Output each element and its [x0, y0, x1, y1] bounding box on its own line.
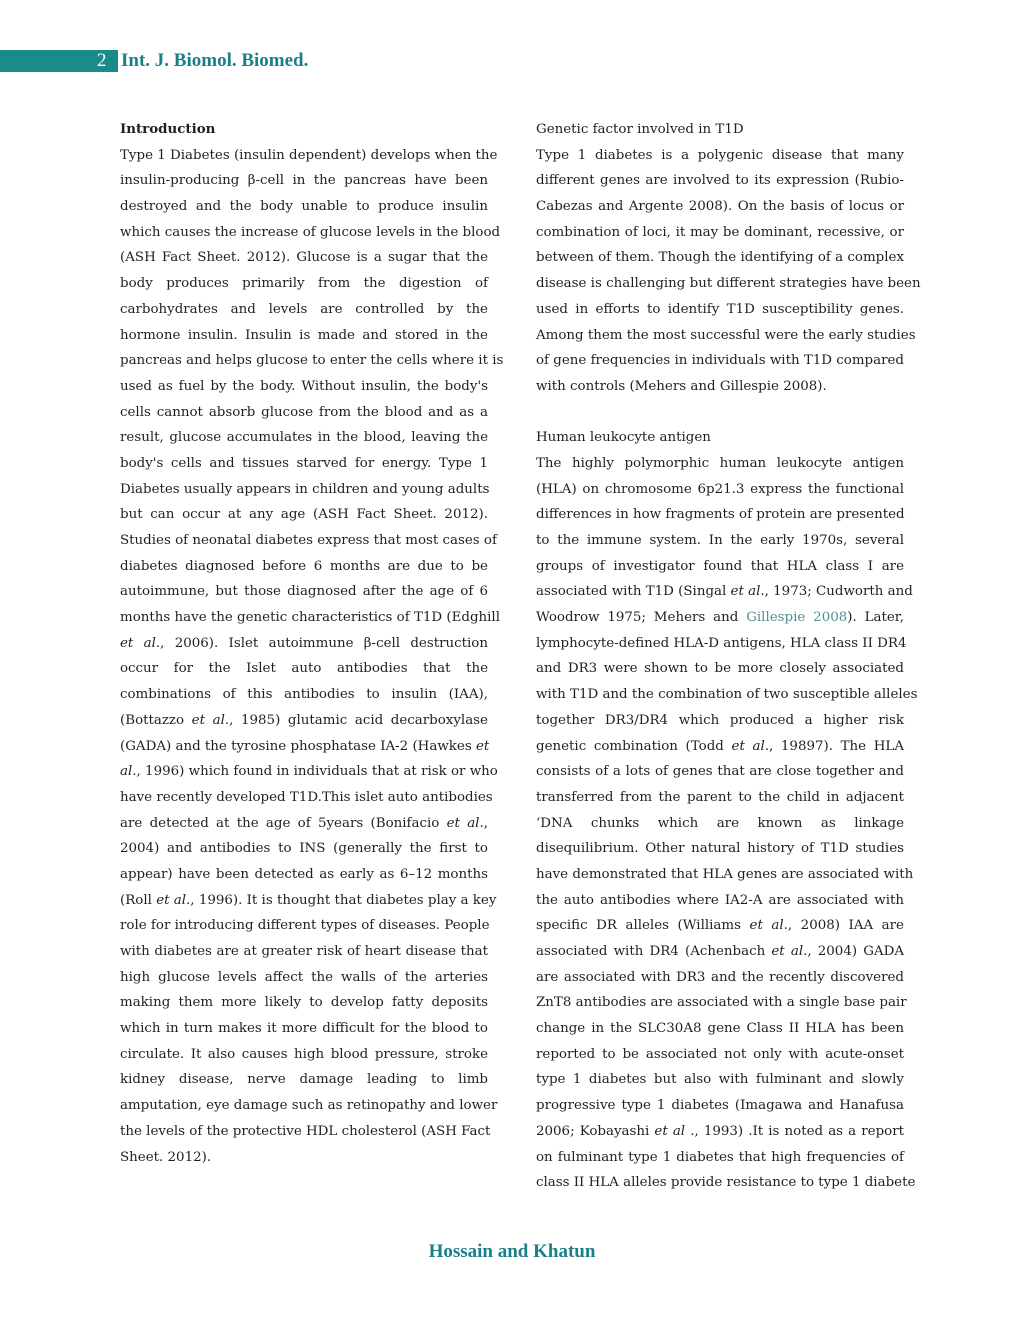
text-line: progressive type 1 diabetes (Imagawa and Hanafusa: [536, 1098, 904, 1114]
text-line: (ASH Fact Sheet. 2012). Glucose is a sugar that the: [120, 250, 488, 266]
text-line: specific DR alleles (Williams et al., 2008) IAA are: [536, 918, 904, 934]
text-line: consists of a lots of genes that are close together and: [536, 764, 904, 780]
text-line: insulin-producing β-cell in the pancreas have been: [120, 173, 488, 189]
text-line: transferred from the parent to the child in adjacent: [536, 789, 904, 805]
text-line: are associated with DR3 and the recently discovered: [536, 969, 904, 985]
text-line: disease is challenging but different strategies have been: [536, 276, 921, 292]
text-line: disequilibrium. Other natural history of T1D studies: [536, 841, 904, 857]
text-line: destroyed and the body unable to produce insulin: [120, 199, 488, 215]
text-line: Woodrow 1975; Mehers and Gillespie 2008). Later,: [536, 610, 904, 626]
footer-authors: Hossain and Khatun: [428, 1241, 596, 1262]
text-line: appear) have been detected as early as 6–12 months: [120, 866, 488, 882]
text-line: of gene frequencies in individuals with T1D compared: [536, 353, 904, 369]
text-line: and DR3 were shown to be more closely associated: [536, 661, 904, 677]
text-line: groups of investigator found that HLA class I are: [536, 558, 904, 574]
text-line: have demonstrated that HLA genes are associated with: [536, 866, 914, 882]
text-line: (GADA) and the tyrosine phosphatase IA-2 (Hawkes et: [120, 738, 490, 754]
text-line: body's cells and tissues starved for energy. Type 1: [120, 455, 488, 471]
text-line: ‘DNA chunks which are known as linkage: [536, 815, 904, 831]
text-line: amputation, eye damage such as retinopathy and lower: [120, 1098, 498, 1114]
text-line: have recently developed T1D.This islet auto antibodies: [120, 789, 493, 805]
text-line: et al., 2006). Islet autoimmune β-cell destruction: [120, 635, 488, 651]
text-line: result, glucose accumulates in the blood, leaving the: [120, 430, 488, 446]
text-line: circulate. It also causes high blood pressure, stroke: [120, 1046, 488, 1062]
text-line: kidney disease, nerve damage leading to limb: [120, 1072, 488, 1088]
text-line: change in the SLC30A8 gene Class II HLA has been: [536, 1021, 904, 1037]
text-line: Cabezas and Argente 2008). On the basis of locus or: [536, 199, 904, 215]
text-line: to the immune system. In the early 1970s, several: [536, 533, 904, 548]
text-line: 2006; Kobayashi et al ., 1993) .It is noted as a report: [536, 1123, 904, 1139]
text-line: with diabetes are at greater risk of heart disease that: [120, 944, 488, 959]
page-number: 2: [97, 50, 107, 71]
paragraph-gap: [536, 400, 904, 426]
text-line: diabetes diagnosed before 6 months are due to be: [120, 558, 488, 574]
text-line: combinations of this antibodies to insulin (IAA),: [120, 687, 488, 703]
text-line: (HLA) on chromosome 6p21.3 express the functional: [536, 481, 904, 497]
text-line: (Bottazzo et al., 1985) glutamic acid decarboxylase: [120, 712, 488, 728]
text-line: which causes the increase of glucose levels in the blood: [120, 224, 501, 240]
text-line: with T1D and the combination of two susceptible alleles: [536, 687, 918, 703]
text-line: making them more likely to develop fatty deposits: [120, 995, 488, 1011]
text-line: autoimmune, but those diagnosed after the age of 6: [120, 584, 488, 600]
text-line: lymphocyte-defined HLA-D antigens, HLA class II DR4: [536, 635, 907, 651]
text-line: are detected at the age of 5years (Bonifacio et al.,: [120, 815, 488, 831]
text-line: reported to be associated not only with acute-onset: [536, 1046, 904, 1062]
text-line: combination of loci, it may be dominant, recessive, or: [536, 224, 904, 240]
text-line: associated with DR4 (Achenbach et al., 2004) GADA: [536, 944, 904, 959]
text-line: Diabetes usually appears in children and young adults: [120, 481, 490, 497]
text-line: together DR3/DR4 which produced a higher risk: [536, 712, 904, 728]
text-line: genetic combination (Todd et al., 19897). The HLA: [536, 738, 904, 754]
text-line: 2004) and antibodies to INS (generally the first to: [120, 841, 488, 857]
hla-body: [536, 451, 918, 1196]
text-line: class II HLA alleles provide resistance to type 1 diabete: [536, 1175, 916, 1191]
text-line: high glucose levels affect the walls of the arteries: [120, 969, 488, 985]
text-line: different genes are involved to its expression (Rubio-: [536, 173, 904, 189]
text-line: used as fuel by the body. Without insulin, the body's: [120, 378, 488, 394]
text-line: type 1 diabetes but also with fulminant and slowly: [536, 1072, 904, 1088]
text-line: Among them the most successful were the early studies: [536, 327, 916, 343]
introduction-body: [120, 143, 504, 1171]
right-column: [536, 117, 921, 1196]
text-line: hormone insulin. Insulin is made and stored in the: [120, 327, 488, 343]
text-line: Type 1 Diabetes (insulin dependent) develops when the: [120, 147, 498, 163]
text-line: Type 1 diabetes is a polygenic disease that many: [536, 147, 904, 163]
text-line: the levels of the protective HDL cholesterol (ASH Fact: [120, 1123, 491, 1139]
journal-title: Int. J. Biomol. Biomed.: [121, 50, 309, 71]
text-line: ZnT8 antibodies are associated with a single base pair: [536, 995, 907, 1011]
text-line: months have the genetic characteristics of T1D (Edghill: [120, 610, 500, 626]
text-line: Sheet. 2012).: [120, 1149, 212, 1165]
genetic-factor-body: [536, 143, 921, 400]
text-line: with controls (Mehers and Gillespie 2008).: [536, 378, 827, 394]
text-line: (Roll et al., 1996). It is thought that diabetes play a key: [120, 892, 497, 908]
text-line: between of them. Though the identifying of a complex: [536, 250, 904, 266]
text-line: al., 1996) which found in individuals that at risk or who: [120, 764, 498, 780]
section-heading-genetic-factor: Genetic factor involved in T1D: [536, 122, 744, 137]
text-line: used in efforts to identify T1D susceptibility genes.: [536, 301, 904, 317]
text-line: pancreas and helps glucose to enter the cells where it is: [120, 353, 504, 369]
text-line: role for introducing different types of diseases. People: [120, 918, 490, 934]
text-line: but can occur at any age (ASH Fact Sheet. 2012).: [120, 507, 488, 523]
text-line: differences in how fragments of protein are presented: [536, 507, 905, 523]
text-line: the auto antibodies where IA2-A are associated with: [536, 892, 904, 908]
text-line: The highly polymorphic human leukocyte antigen: [536, 455, 904, 471]
section-heading-introduction: Introduction: [120, 121, 216, 137]
text-line: cells cannot absorb glucose from the blood and as a: [120, 404, 488, 420]
left-column: [120, 117, 504, 1170]
section-heading-hla: Human leukocyte antigen: [536, 430, 711, 446]
text-line: Studies of neonatal diabetes express that most cases of: [120, 533, 497, 548]
text-line: associated with T1D (Singal et al., 1973; Cudworth and: [536, 584, 913, 600]
text-line: occur for the Islet auto antibodies that the: [120, 661, 488, 677]
text-line: on fulminant type 1 diabetes that high frequencies of: [536, 1149, 904, 1165]
text-line: which in turn makes it more difficult for the blood to: [120, 1021, 488, 1037]
text-line: body produces primarily from the digestion of: [120, 276, 488, 292]
text-line: carbohydrates and levels are controlled by the: [120, 301, 488, 317]
